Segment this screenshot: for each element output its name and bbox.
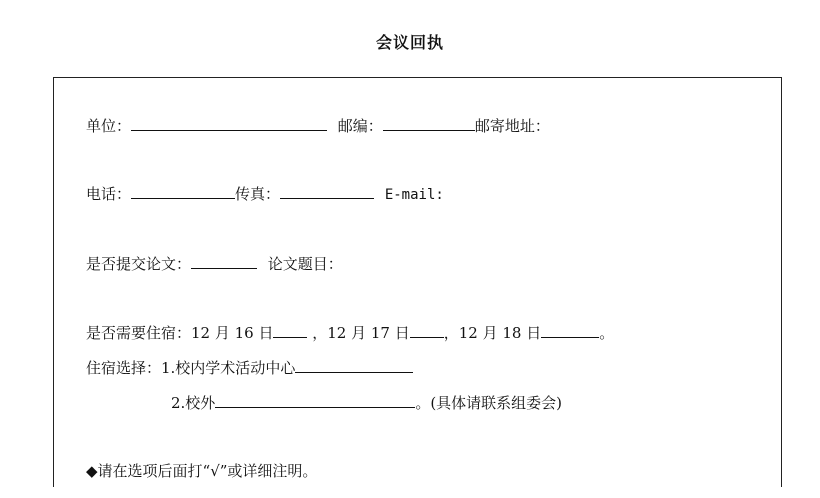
row-unit — [86, 115, 550, 137]
form-title: 会议回执 — [375, 33, 444, 52]
postcode-field[interactable] — [383, 115, 475, 131]
phone-field[interactable] — [131, 183, 235, 199]
unit-label: 单位： — [86, 117, 132, 135]
off-campus-field[interactable] — [215, 392, 415, 408]
dec18-field[interactable] — [541, 322, 599, 338]
address-label: 邮寄地址： — [474, 117, 550, 135]
fax-label: 传真： — [235, 185, 281, 203]
paper-title-label: 论文题目： — [267, 255, 343, 273]
dec18-label: ，12 月 18 日 — [443, 324, 542, 342]
row-lodging — [86, 322, 614, 344]
off-campus-label: 2.校外 — [171, 394, 216, 412]
lodging-choice-label: 住宿选择：1.校内学术活动中心 — [86, 359, 296, 377]
lodging-label: 是否需要住宿：12 月 16 日 — [86, 324, 274, 342]
dec16-field[interactable] — [273, 322, 307, 338]
submit-paper-field[interactable] — [191, 253, 257, 269]
instruction-note: ◆请在选项后面打“√”或详细注明。 — [86, 462, 318, 480]
unit-field[interactable] — [131, 115, 327, 131]
form-frame — [53, 77, 782, 487]
campus-center-field[interactable] — [295, 357, 413, 373]
postcode-label: 邮编： — [337, 117, 383, 135]
row-phone — [86, 183, 444, 205]
dec17-label: ，12 月 17 日 — [312, 324, 410, 342]
off-campus-note: 。(具体请联系组委会) — [415, 394, 563, 412]
row-off-campus — [171, 392, 562, 414]
row-lodging-choice — [86, 357, 413, 379]
email-label: E-mail: — [384, 187, 444, 203]
row-paper — [86, 253, 343, 275]
submit-paper-label: 是否提交论文： — [86, 255, 192, 273]
dec17-field[interactable] — [410, 322, 444, 338]
fax-field[interactable] — [280, 183, 374, 199]
lodging-end: 。 — [599, 324, 615, 342]
phone-label: 电话： — [86, 185, 132, 203]
